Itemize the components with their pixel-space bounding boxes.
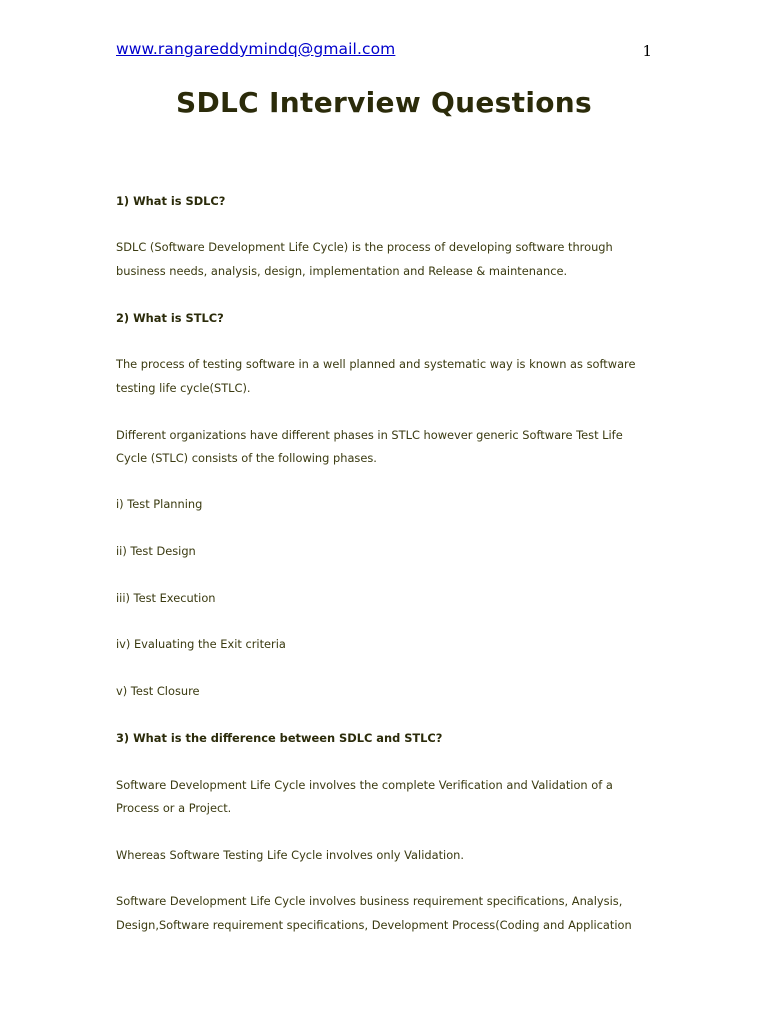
page-number: 1 bbox=[642, 42, 652, 60]
answer-2-line-2: testing life cycle(STLC). bbox=[116, 381, 251, 395]
answer-2-line-1: The process of testing software in a well planned and systematic way is known as software bbox=[116, 357, 636, 371]
answer-3-line-4: Software Development Life Cycle involves business requirement specifications, Analysis, bbox=[116, 894, 623, 908]
answer-3-line-2: Process or a Project. bbox=[116, 801, 232, 815]
phase-item-3: iii) Test Execution bbox=[116, 591, 216, 605]
document-title: SDLC Interview Questions bbox=[176, 86, 592, 119]
question-2: 2) What is STLC? bbox=[116, 311, 224, 325]
phase-item-1: i) Test Planning bbox=[116, 497, 203, 511]
answer-1-line-2: business needs, analysis, design, implementation and Release & maintenance. bbox=[116, 264, 568, 278]
answer-3-line-1: Software Development Life Cycle involves the complete Verification and Validation of a bbox=[116, 778, 613, 792]
phase-item-2: ii) Test Design bbox=[116, 544, 196, 558]
answer-2-line-3: Different organizations have different phases in STLC however generic Software Test Life bbox=[116, 428, 623, 442]
email-link[interactable]: www.rangareddymindq@gmail.com bbox=[116, 40, 396, 58]
phase-item-5: v) Test Closure bbox=[116, 684, 200, 698]
answer-3-line-3: Whereas Software Testing Life Cycle involves only Validation. bbox=[116, 848, 465, 862]
answer-1-line-1: SDLC (Software Development Life Cycle) is the process of developing software through bbox=[116, 240, 613, 254]
answer-3-line-5: Design,Software requirement specifications, Development Process(Coding and Application bbox=[116, 918, 632, 932]
page-header bbox=[116, 40, 656, 64]
question-3: 3) What is the difference between SDLC and STLC? bbox=[116, 731, 443, 745]
phase-item-4: iv) Evaluating the Exit criteria bbox=[116, 637, 286, 651]
answer-2-line-4: Cycle (STLC) consists of the following phases. bbox=[116, 451, 377, 465]
question-1: 1) What is SDLC? bbox=[116, 194, 226, 208]
